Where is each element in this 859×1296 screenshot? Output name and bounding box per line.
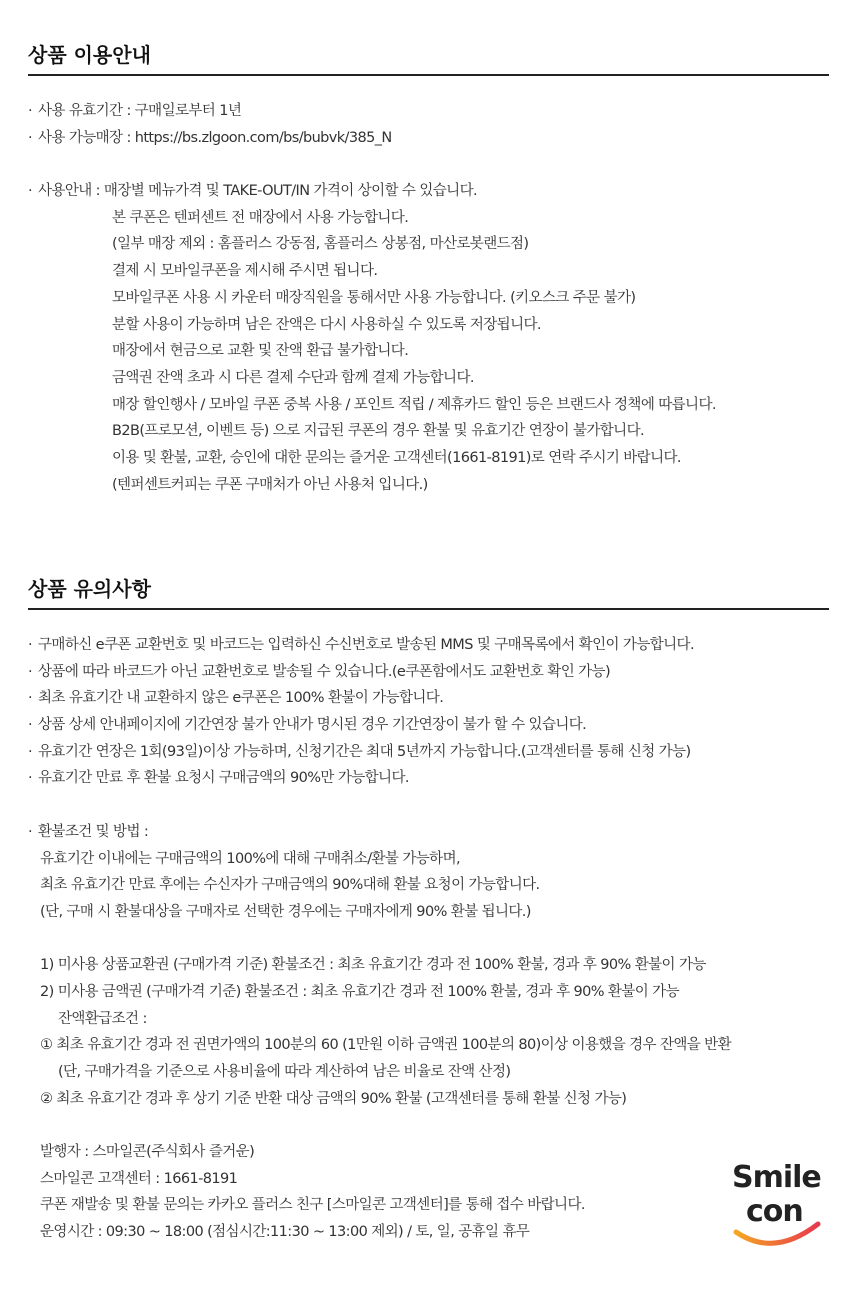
notice-line-text: 1) 미사용 상품교환권 (구매가격 기준) 환불조건 : 최초 유효기간 경과 전 100% 환불, 경과 후 90% 환불이 가능 — [40, 957, 706, 974]
notice-line — [28, 1059, 829, 1086]
notice-section — [28, 556, 829, 1246]
usage-line — [28, 205, 829, 232]
notice-line — [28, 1006, 829, 1033]
notice-line-text: ① 최초 유효기간 경과 전 권면가액의 100분의 60 (1만원 이하 금액권 100분의 80)이상 이용했을 경우 잔액을 반환 — [40, 1037, 732, 1054]
usage-line-text: 모바일쿠폰 사용 시 카운터 매장직원을 통해서만 사용 가능합니다. (키오스크 주문 불가) — [112, 289, 636, 306]
notice-line-text: (단, 구매 시 환불대상을 구매자로 선택한 경우에는 구매자에게 90% 환불 됩니다.) — [40, 903, 531, 920]
notice-line — [28, 659, 829, 686]
notice-line-text: 2) 미사용 금액권 (구매가격 기준) 환불조건 : 최초 유효기간 경과 전 100% 환불, 경과 후 90% 환불이 가능 — [40, 983, 679, 1000]
usage-line — [28, 472, 829, 499]
notice-line-text: 유효기간 만료 후 환불 요청시 구매금액의 90%만 가능합니다. — [38, 770, 409, 787]
bullet-icon: · — [28, 183, 33, 200]
usage-line — [28, 338, 829, 365]
logo-word-con: con — [746, 1194, 803, 1229]
bullet-icon: · — [28, 103, 33, 119]
bullet-icon: · — [28, 770, 33, 787]
notice-line — [28, 1032, 829, 1059]
notice-line-text: 최초 유효기간 만료 후에는 수신자가 구매금액의 90%대해 환불 요청이 가능합니다. — [40, 877, 540, 894]
usage-line-text: (일부 매장 제외 : 홈플러스 강동점, 홈플러스 상봉점, 마산로봇랜드점) — [112, 236, 529, 253]
spacer — [28, 792, 829, 819]
usage-line-text: 사용 유효기간 : 구매일로부터 1년 — [38, 103, 242, 119]
logo-word-smile: Smile — [732, 1160, 821, 1195]
notice-line-text: 운영시간 : 09:30 ~ 18:00 (점심시간:11:30 ~ 13:00 제외) / 토, 일, 공휴일 휴무 — [40, 1224, 530, 1241]
notice-line-text: 구매하신 e쿠폰 교환번호 및 바코드는 입력하신 수신번호로 발송된 MMS 및 구매목록에서 확인이 가능합니다. — [38, 637, 694, 653]
notice-line — [28, 712, 829, 739]
usage-heading: 상품 이용안내 — [28, 43, 151, 67]
notice-line — [28, 739, 829, 766]
usage-line — [28, 231, 829, 258]
notice-line — [28, 765, 829, 792]
usage-line — [28, 178, 829, 205]
notice-line-text: 스마일콘 고객센터 : 1661-8191 — [40, 1170, 238, 1187]
usage-line — [28, 98, 829, 125]
notice-line-text: (단, 구매가격을 기준으로 사용비율에 따라 계산하여 남은 비율로 잔액 산정) — [58, 1064, 511, 1080]
usage-line-text: 이용 및 환불, 교환, 승인에 대한 문의는 즐거운 고객센터(1661-8191)로 연락 주시기 바랍니다. — [112, 449, 681, 466]
usage-line-text: 결제 시 모바일쿠폰을 제시해 주시면 됩니다. — [112, 263, 378, 280]
spacer — [28, 151, 829, 178]
bullet-icon: · — [28, 129, 33, 146]
notice-line — [28, 899, 829, 926]
notice-line-text: 쿠폰 재발송 및 환불 문의는 카카오 플러스 친구 [스마일콘 고객센터]를 통해 접수 바랍니다. — [40, 1197, 585, 1214]
usage-line-text: 본 쿠폰은 텐퍼센트 전 매장에서 사용 가능합니다. — [112, 209, 409, 226]
notice-line-text: 유효기간 연장은 1회(93일)이상 가능하며, 신청기간은 최대 5년까지 가능합니다.(고객센터를 통해 신청 가능) — [38, 743, 691, 760]
usage-line — [28, 418, 829, 445]
notice-line-text: ② 최초 유효기간 경과 후 상기 기준 반환 대상 금액의 90% 환불 (고객센터를 통해 환불 신청 가능) — [40, 1090, 627, 1107]
usage-line-text: 분할 사용이 가능하며 남은 잔액은 다시 사용하실 수 있도록 저장됩니다. — [112, 316, 541, 333]
notice-heading: 상품 유의사항 — [28, 577, 151, 601]
usage-line — [28, 365, 829, 392]
notice-line-text: 환불조건 및 방법 : — [38, 823, 149, 840]
notice-line — [28, 1086, 829, 1113]
usage-line — [28, 312, 829, 339]
notice-body — [28, 610, 829, 1246]
bullet-icon: · — [28, 717, 33, 734]
usage-line-text: 매장 할인행사 / 모바일 쿠폰 중복 사용 / 포인트 적립 / 제휴카드 할인 등은 브랜드사 정책에 따릅니다. — [112, 396, 716, 413]
usage-section — [28, 0, 829, 498]
usage-line — [28, 125, 829, 152]
usage-line-text: (텐퍼센트커피는 쿠폰 구매처가 아닌 사용처 입니다.) — [112, 476, 428, 493]
notice-line-text: 최초 유효기간 내 교환하지 않은 e쿠폰은 100% 환불이 가능합니다. — [38, 690, 444, 707]
notice-line — [28, 1219, 829, 1246]
bullet-icon: · — [28, 663, 33, 680]
bullet-icon: · — [28, 823, 33, 840]
notice-line-text: 잔액환급조건 : — [58, 1010, 147, 1027]
notice-line — [28, 632, 829, 659]
notice-line — [28, 952, 829, 979]
notice-line — [28, 872, 829, 899]
usage-line — [28, 392, 829, 419]
usage-line-text: B2B(프로모션, 이벤트 등) 으로 지급된 쿠폰의 경우 환불 및 유효기간 연장이 불가합니다. — [112, 423, 644, 440]
notice-line — [28, 846, 829, 873]
bullet-icon: · — [28, 637, 33, 653]
bullet-icon: · — [28, 743, 33, 760]
notice-line-text: 유효기간 이내에는 구매금액의 100%에 대해 구매취소/환불 가능하며, — [40, 850, 460, 867]
usage-line-text: 매장에서 현금으로 교환 및 잔액 환급 불가합니다. — [112, 343, 409, 360]
notice-line-text: 상품에 따라 바코드가 아닌 교환번호로 발송될 수 있습니다.(e쿠폰함에서도 교환번호 확인 가능) — [38, 663, 610, 680]
notice-line — [28, 1139, 829, 1166]
usage-body — [28, 76, 829, 498]
smile-curve-icon — [728, 1160, 828, 1250]
notice-line-text: 상품 상세 안내페이지에 기간연장 불가 안내가 명시된 경우 기간연장이 불가 할 수 있습니다. — [38, 717, 587, 734]
usage-line-text: 사용안내 : 매장별 메뉴가격 및 TAKE-OUT/IN 가격이 상이할 수 있습니다. — [38, 183, 477, 200]
notice-line — [28, 1192, 829, 1219]
usage-line-text: 금액권 잔액 초과 시 다른 결제 수단과 함께 결제 가능합니다. — [112, 369, 474, 386]
notice-line — [28, 1166, 829, 1193]
usage-line — [28, 445, 829, 472]
notice-line — [28, 819, 829, 846]
smilecon-logo — [728, 1160, 828, 1250]
notice-line-text: 발행자 : 스마일콘(주식회사 즐거운) — [40, 1144, 255, 1161]
spacer — [28, 1112, 829, 1139]
bullet-icon: · — [28, 690, 33, 707]
usage-line — [28, 258, 829, 285]
notice-line — [28, 685, 829, 712]
usage-line-text: 사용 가능매장 : https://bs.zlgoon.com/bs/bubvk/385_N — [38, 129, 392, 146]
usage-line — [28, 285, 829, 312]
spacer — [28, 926, 829, 953]
notice-line — [28, 979, 829, 1006]
